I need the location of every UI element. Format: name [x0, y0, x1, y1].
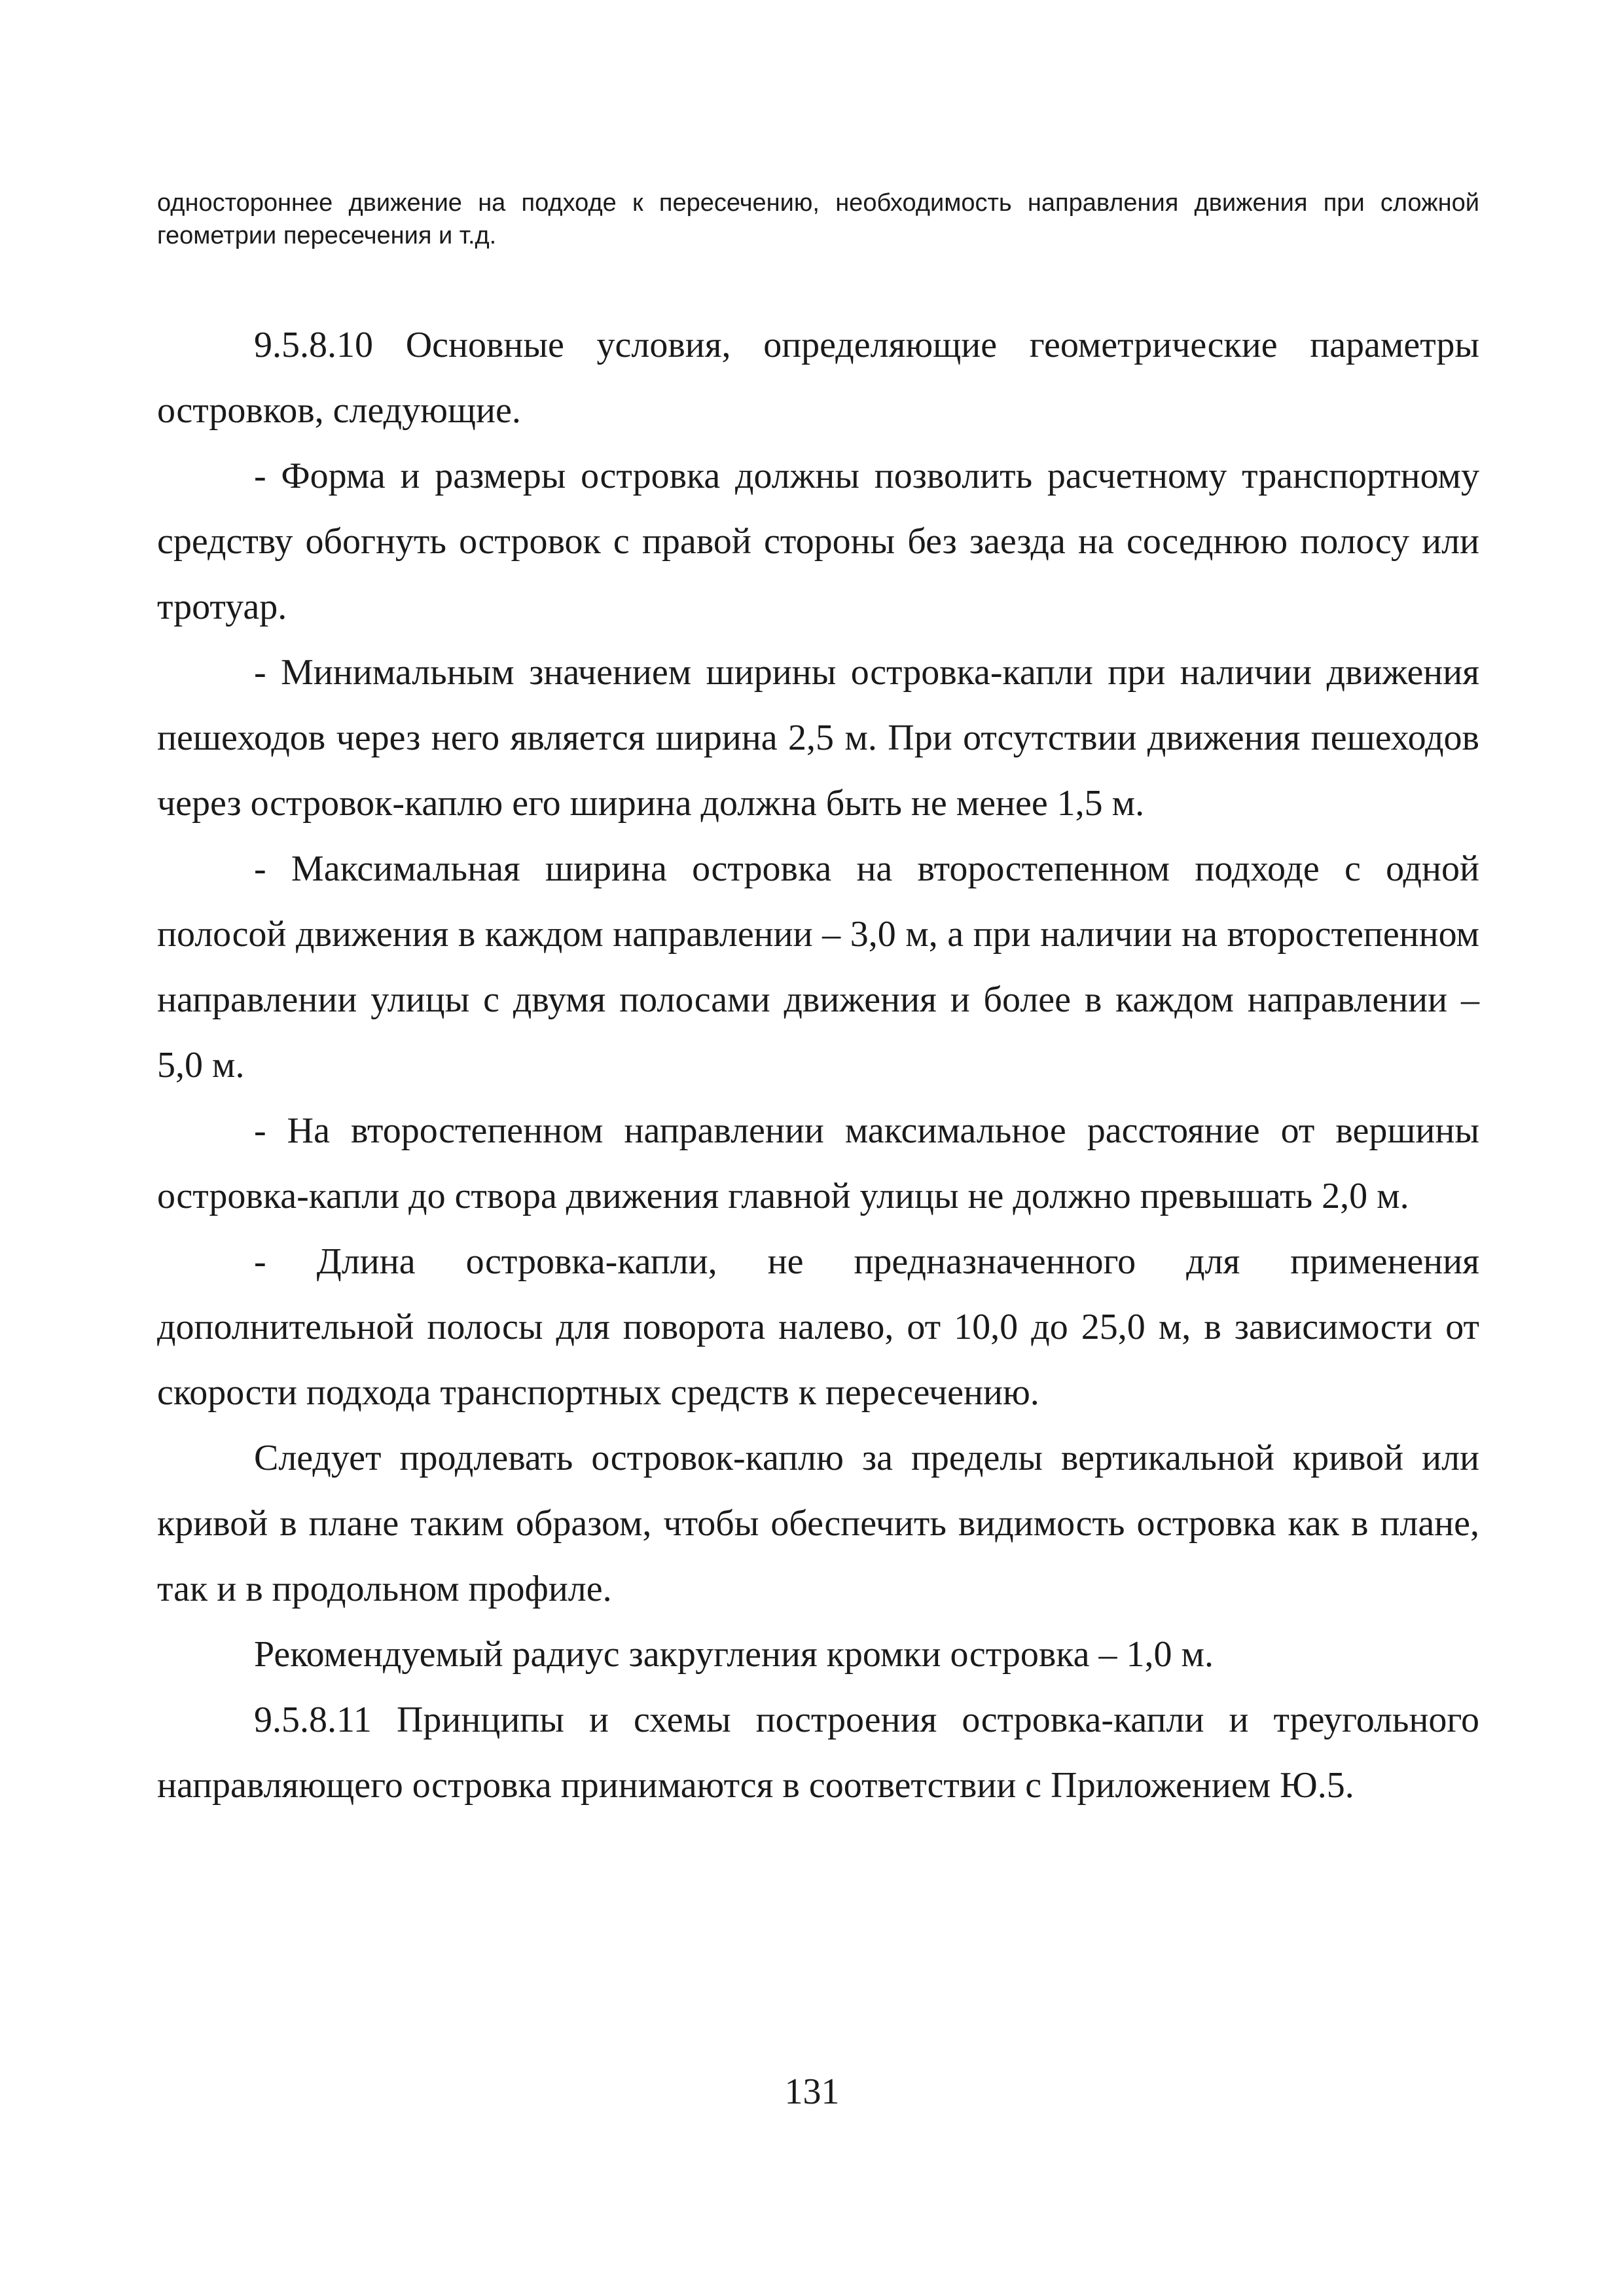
paragraph-9-5-8-10: 9.5.8.10 Основные условия, определяющие геометрические параметры островков, следующие. — [157, 325, 1479, 431]
paragraph-shape-size: - Форма и размеры островка должны позволить расчетному транспортному средству обогнуть островок с правой стороны без заезда на соседнюю полосу или тротуар. — [157, 456, 1479, 627]
page-content — [157, 187, 1479, 1818]
paragraph-min-width: - Минимальным значением ширины островка-капли при наличии движения пешеходов через него является ширина 2,5 м. При отсутствии движения пешеходов через островок-каплю его ширина должна быть не менее 1,5 м. — [157, 652, 1479, 824]
paragraph-length: - Длина островка-капли, не предназначенного для применения дополнительной полосы для поворота налево, от 10,0 до 25,0 м, в зависимости от скорости подхода транспортных средств к пересечению. — [157, 1241, 1479, 1413]
paragraph-max-width: - Максимальная ширина островка на второстепенном подходе с одной полосой движения в каждом направлении – 3,0 м, а при наличии на второстепенном направлении улицы с двумя полосами движения и более в каждом направлении – 5,0 м. — [157, 848, 1479, 1085]
paragraph-extend-island: Следует продлевать островок-каплю за пределы вертикальной кривой или кривой в плане таким образом, чтобы обеспечить видимость островка как в плане, так и в продольном профиле. — [157, 1438, 1479, 1609]
paragraph-9-5-8-11: 9.5.8.11 Принципы и схемы построения островка-капли и треугольного направляющего островка принимаются в соответствии с Приложением Ю.5. — [157, 1700, 1479, 1806]
paragraph-radius: Рекомендуемый радиус закругления кромки островка – 1,0 м. — [254, 1634, 1214, 1675]
paragraph-max-distance: - На второстепенном направлении максимальное расстояние от вершины островка-капли до створа движения главной улицы не должно превышать 2,0 м. — [157, 1110, 1479, 1216]
intro-text: одностороннее движение на подходе к пересечению, необходимость направления движения при сложной геометрии пересечения и т.д. — [157, 189, 1479, 249]
page-number: 131 — [784, 2071, 840, 2112]
